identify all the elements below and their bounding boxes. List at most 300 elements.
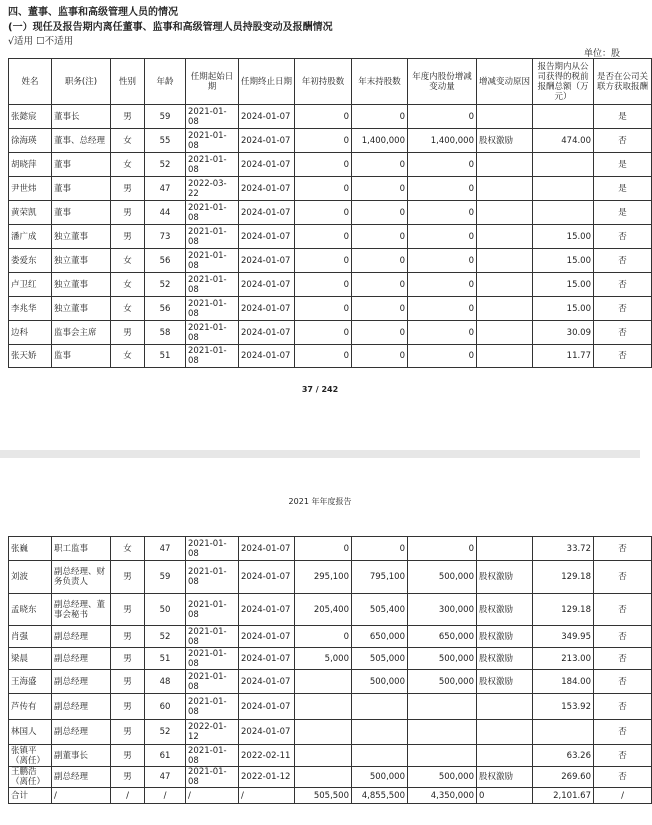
col-header-gender: 性别 [111, 59, 145, 105]
unit-label: 单位：股 [583, 49, 620, 59]
table-cell [477, 297, 533, 321]
table-cell: 副董事长 [52, 745, 111, 767]
table-row [9, 105, 652, 129]
table-cell: 边科 [9, 321, 52, 345]
table-row [9, 249, 652, 273]
table-cell: 否 [594, 321, 652, 345]
table-cell: 监事 [52, 345, 111, 368]
table-cell: 董事、总经理 [52, 129, 111, 153]
table-cell: 独立董事 [52, 297, 111, 321]
table-cell: 张天娇 [9, 345, 52, 368]
table-cell: 2024-01-07 [239, 345, 295, 368]
table-cell: 2022-01-12 [239, 767, 295, 788]
table-cell [295, 767, 352, 788]
table-cell [477, 105, 533, 129]
table-cell: 0 [352, 177, 408, 201]
table-cell: 芦传有 [9, 694, 52, 720]
table-cell: 47 [145, 537, 186, 561]
table-cell: 50 [145, 594, 186, 626]
table-cell: 张懿宸 [9, 105, 52, 129]
table-cell [477, 249, 533, 273]
table-cell: 0 [352, 201, 408, 225]
table-cell: 否 [594, 670, 652, 694]
table-row [9, 321, 652, 345]
table-cell: 56 [145, 249, 186, 273]
table-cell: 2024-01-07 [239, 537, 295, 561]
table-cell: 张巍 [9, 537, 52, 561]
table-cell: 股权激励 [477, 648, 533, 670]
table-cell: 监事会主席 [52, 321, 111, 345]
table-cell: 肖强 [9, 626, 52, 648]
table-cell [295, 720, 352, 745]
table-cell: 505,400 [352, 594, 408, 626]
table-row [9, 720, 652, 745]
table-cell: 董事 [52, 201, 111, 225]
table-cell: 2,101.67 [533, 788, 594, 804]
report-header: 2021 年年度报告 [288, 497, 352, 506]
table-cell: 0 [408, 345, 477, 368]
table-cell: 15.00 [533, 249, 594, 273]
table-cell: 0 [295, 249, 352, 273]
table-cell: 0 [477, 788, 533, 804]
table-cell: 尹世炜 [9, 177, 52, 201]
table-cell: 2024-01-07 [239, 273, 295, 297]
table-cell: 15.00 [533, 297, 594, 321]
table-row [9, 345, 652, 368]
table-cell: 47 [145, 767, 186, 788]
table-row [9, 648, 652, 670]
table-cell: 0 [295, 345, 352, 368]
table-cell: 否 [594, 561, 652, 594]
table-cell: 650,000 [352, 626, 408, 648]
table-cell: 500,000 [408, 767, 477, 788]
table-cell: 男 [111, 767, 145, 788]
table-cell: 2021-01-08 [186, 767, 239, 788]
table-cell: 60 [145, 694, 186, 720]
table-cell: 349.95 [533, 626, 594, 648]
table-header-row [9, 59, 652, 105]
table-cell: 33.72 [533, 537, 594, 561]
table-cell: 0 [352, 153, 408, 177]
table-cell: 2024-01-07 [239, 153, 295, 177]
table-cell: 2024-01-07 [239, 105, 295, 129]
table-cell: 娄爱东 [9, 249, 52, 273]
table-cell: 股权激励 [477, 670, 533, 694]
table-cell: 0 [295, 321, 352, 345]
table-cell: 55 [145, 129, 186, 153]
table-cell: / [239, 788, 295, 804]
table-cell: 否 [594, 648, 652, 670]
table-cell [352, 745, 408, 767]
table-cell: 269.60 [533, 767, 594, 788]
table-cell: 是 [594, 105, 652, 129]
col-header-name: 姓名 [9, 59, 52, 105]
table-row [9, 594, 652, 626]
table-cell: 刘波 [9, 561, 52, 594]
table-row [9, 129, 652, 153]
table-cell: 女 [111, 297, 145, 321]
table-cell: 否 [594, 694, 652, 720]
table-row [9, 201, 652, 225]
table-cell: 否 [594, 767, 652, 788]
table-cell: 男 [111, 745, 145, 767]
table-cell [295, 745, 352, 767]
table-cell: 否 [594, 225, 652, 249]
table-cell: 是 [594, 177, 652, 201]
section-title: 四、董事、监事和高级管理人员的情况 [8, 7, 178, 18]
table-cell: 0 [408, 153, 477, 177]
table-cell [533, 177, 594, 201]
table-cell: 女 [111, 249, 145, 273]
table-cell [477, 537, 533, 561]
table-cell: 0 [408, 201, 477, 225]
table-cell [352, 720, 408, 745]
table-cell: 51 [145, 345, 186, 368]
table-cell [408, 720, 477, 745]
table-cell [352, 694, 408, 720]
table-cell: 2021-01-08 [186, 273, 239, 297]
table-cell: 0 [408, 273, 477, 297]
table-cell [533, 720, 594, 745]
table-cell: 2024-01-07 [239, 626, 295, 648]
table-cell: 56 [145, 297, 186, 321]
table-cell: 否 [594, 745, 652, 767]
table-cell: 1,400,000 [408, 129, 477, 153]
table-cell: 卢卫红 [9, 273, 52, 297]
table-cell: 4,855,500 [352, 788, 408, 804]
table-cell: 0 [408, 177, 477, 201]
table-cell: 男 [111, 648, 145, 670]
table-cell: 股权激励 [477, 129, 533, 153]
table-cell: 650,000 [408, 626, 477, 648]
table-cell: 王鹏浩（离任） [9, 767, 52, 788]
table-row [9, 273, 652, 297]
table-cell: 潘广成 [9, 225, 52, 249]
table-cell: 0 [295, 129, 352, 153]
table-cell: 男 [111, 225, 145, 249]
table-row [9, 767, 652, 788]
table-cell: 213.00 [533, 648, 594, 670]
subsection-title: (一）现任及报告期内离任董事、监事和高级管理人员持股变动及报酬情况 [8, 22, 333, 33]
table-cell: 否 [594, 537, 652, 561]
table-cell: 795,100 [352, 561, 408, 594]
table-cell [477, 201, 533, 225]
col-header-change-reason: 增减变动原因 [477, 59, 533, 105]
table-cell: 300,000 [408, 594, 477, 626]
table-cell [477, 273, 533, 297]
table-cell: 0 [352, 345, 408, 368]
table-cell: 副总经理 [52, 626, 111, 648]
table-cell: / [186, 788, 239, 804]
table-cell [295, 670, 352, 694]
table-cell: 0 [408, 249, 477, 273]
table-cell: 15.00 [533, 225, 594, 249]
table-cell [477, 694, 533, 720]
table-cell: 林国人 [9, 720, 52, 745]
table-cell: 王海盛 [9, 670, 52, 694]
table-cell [408, 694, 477, 720]
table-cell: 独立董事 [52, 273, 111, 297]
table-cell: 副总经理 [52, 767, 111, 788]
table-cell: 男 [111, 720, 145, 745]
table-cell: 15.00 [533, 273, 594, 297]
table-cell: 副总经理 [52, 720, 111, 745]
table-cell [477, 225, 533, 249]
table-cell: 男 [111, 694, 145, 720]
table-cell: 股权激励 [477, 561, 533, 594]
table-cell: 女 [111, 537, 145, 561]
table-cell: 否 [594, 720, 652, 745]
table-cell: 11.77 [533, 345, 594, 368]
total-row [9, 788, 652, 804]
table-cell: 2024-01-07 [239, 694, 295, 720]
table-cell: 2021-01-08 [186, 626, 239, 648]
table-cell: 0 [352, 273, 408, 297]
page-gap [0, 450, 640, 458]
applicability-checkbox-line: √适用 ☐不适用 [8, 36, 74, 47]
table-cell: / [111, 788, 145, 804]
table-cell: / [145, 788, 186, 804]
table-cell: 2021-01-08 [186, 694, 239, 720]
table-cell: 0 [408, 321, 477, 345]
table-cell: 0 [352, 537, 408, 561]
table-cell: 2024-01-07 [239, 225, 295, 249]
table-cell: 2021-01-08 [186, 105, 239, 129]
table-row [9, 225, 652, 249]
table-cell: 51 [145, 648, 186, 670]
table-cell: / [52, 788, 111, 804]
table-cell: 男 [111, 626, 145, 648]
table-cell: 2021-01-08 [186, 670, 239, 694]
table-cell: 孟晓东 [9, 594, 52, 626]
table-cell: 0 [408, 225, 477, 249]
table-cell: 副总经理、董事会秘书 [52, 594, 111, 626]
table-cell: 0 [352, 321, 408, 345]
table-cell [295, 694, 352, 720]
col-header-term-end: 任期终止日期 [239, 59, 295, 105]
table-cell: 0 [295, 273, 352, 297]
table-cell: 500,000 [352, 670, 408, 694]
table-row [9, 537, 652, 561]
table-cell: 是 [594, 153, 652, 177]
table-cell: 0 [352, 249, 408, 273]
table-cell: 女 [111, 345, 145, 368]
shareholding-table-part2 [8, 536, 652, 804]
table-cell: 股权激励 [477, 594, 533, 626]
table-cell: 0 [295, 297, 352, 321]
table-cell: 0 [408, 105, 477, 129]
table-cell: 52 [145, 273, 186, 297]
table-row [9, 153, 652, 177]
table-cell: 合计 [9, 788, 52, 804]
table-cell: 否 [594, 594, 652, 626]
table-cell: 505,500 [295, 788, 352, 804]
table-cell [477, 745, 533, 767]
table-cell: 0 [295, 225, 352, 249]
table-cell: 2021-01-08 [186, 561, 239, 594]
table-cell: 是 [594, 201, 652, 225]
table-cell: 295,100 [295, 561, 352, 594]
table-cell: 否 [594, 626, 652, 648]
table-cell: 2024-01-07 [239, 129, 295, 153]
table-cell: 董事长 [52, 105, 111, 129]
table-cell: 61 [145, 745, 186, 767]
page-number: 37 / 242 [301, 385, 339, 394]
table-cell: 黄荣凯 [9, 201, 52, 225]
table-cell: 徐海瑛 [9, 129, 52, 153]
table-cell: 男 [111, 321, 145, 345]
table-cell: 59 [145, 105, 186, 129]
table-cell: / [594, 788, 652, 804]
table-row [9, 670, 652, 694]
table-cell: 股权激励 [477, 767, 533, 788]
table-row [9, 561, 652, 594]
table-cell: 女 [111, 273, 145, 297]
table-cell: 2021-01-08 [186, 225, 239, 249]
table-cell: 2024-01-07 [239, 670, 295, 694]
table-cell: 独立董事 [52, 225, 111, 249]
table-cell: 58 [145, 321, 186, 345]
table-cell: 44 [145, 201, 186, 225]
table-cell: 2021-01-08 [186, 201, 239, 225]
table-cell [477, 345, 533, 368]
table-row [9, 745, 652, 767]
table-cell [477, 321, 533, 345]
table-cell: 职工监事 [52, 537, 111, 561]
table-cell: 1,400,000 [352, 129, 408, 153]
table-cell: 副总经理 [52, 694, 111, 720]
table-cell: 李兆华 [9, 297, 52, 321]
table-row [9, 297, 652, 321]
table-cell: 2021-01-08 [186, 345, 239, 368]
table-cell: 59 [145, 561, 186, 594]
table-cell: 0 [295, 201, 352, 225]
table-cell: 2024-01-07 [239, 648, 295, 670]
table-cell: 男 [111, 670, 145, 694]
table-cell: 否 [594, 273, 652, 297]
table-cell: 2022-02-11 [239, 745, 295, 767]
table-cell: 否 [594, 249, 652, 273]
table-cell: 153.92 [533, 694, 594, 720]
col-header-position: 职务(注) [52, 59, 111, 105]
table-cell: 52 [145, 626, 186, 648]
col-header-shares-end: 年末持股数 [352, 59, 408, 105]
table-cell: 女 [111, 129, 145, 153]
table-cell: 0 [295, 537, 352, 561]
table-cell: 2021-01-08 [186, 249, 239, 273]
table-cell: 胡晓萍 [9, 153, 52, 177]
table-cell [533, 105, 594, 129]
table-cell: 73 [145, 225, 186, 249]
table-cell [477, 177, 533, 201]
table-cell: 2024-01-07 [239, 201, 295, 225]
table-cell: 否 [594, 129, 652, 153]
table-row [9, 694, 652, 720]
col-header-related-party-pay: 是否在公司关联方获取报酬 [594, 59, 652, 105]
table-cell: 4,350,000 [408, 788, 477, 804]
table-cell: 2021-01-08 [186, 648, 239, 670]
col-header-shares-begin: 年初持股数 [295, 59, 352, 105]
table-cell: 0 [295, 105, 352, 129]
table-cell: 0 [295, 177, 352, 201]
table-cell: 0 [295, 626, 352, 648]
table-cell: 副总经理 [52, 648, 111, 670]
table-cell: 女 [111, 153, 145, 177]
table-cell: 2021-01-08 [186, 129, 239, 153]
table-cell: 0 [295, 153, 352, 177]
table-cell: 505,000 [352, 648, 408, 670]
table-cell: 2024-01-07 [239, 720, 295, 745]
table-cell: 男 [111, 105, 145, 129]
table-cell: 董事 [52, 153, 111, 177]
table-cell [477, 153, 533, 177]
table-cell: 129.18 [533, 561, 594, 594]
table-cell: 52 [145, 720, 186, 745]
table-cell: 2024-01-07 [239, 594, 295, 626]
table-cell: 否 [594, 297, 652, 321]
table-cell: 副总经理、财务负责人 [52, 561, 111, 594]
table-cell: 2021-01-08 [186, 153, 239, 177]
table-cell: 205,400 [295, 594, 352, 626]
table-cell [408, 745, 477, 767]
table-cell: 男 [111, 177, 145, 201]
table-cell: 2022-01-12 [186, 720, 239, 745]
table-cell: 63.26 [533, 745, 594, 767]
table-cell: 52 [145, 153, 186, 177]
table-cell: 2021-01-08 [186, 594, 239, 626]
col-header-compensation: 报告期内从公司获得的税前报酬总额（万元） [533, 59, 594, 105]
table-cell [533, 153, 594, 177]
shareholding-table-part1 [8, 58, 652, 368]
table-cell [533, 201, 594, 225]
table-cell: 2024-01-07 [239, 321, 295, 345]
table-cell: 0 [408, 537, 477, 561]
table-cell: 184.00 [533, 670, 594, 694]
table-cell: 500,000 [408, 561, 477, 594]
table-cell: 2021-01-08 [186, 745, 239, 767]
table-cell: 47 [145, 177, 186, 201]
table-cell: 股权激励 [477, 626, 533, 648]
table-cell: 梁晨 [9, 648, 52, 670]
table-cell: 2024-01-07 [239, 177, 295, 201]
table-cell: 独立董事 [52, 249, 111, 273]
table-cell: 500,000 [408, 648, 477, 670]
table-cell: 男 [111, 201, 145, 225]
table-cell: 2024-01-07 [239, 561, 295, 594]
table-cell: 2021-01-08 [186, 537, 239, 561]
table-cell: 2022-03-22 [186, 177, 239, 201]
table-cell: 500,000 [408, 670, 477, 694]
table-cell: 2024-01-07 [239, 249, 295, 273]
table-cell: 500,000 [352, 767, 408, 788]
table-cell: 129.18 [533, 594, 594, 626]
table-cell: 5,000 [295, 648, 352, 670]
table-cell: 男 [111, 594, 145, 626]
table-cell: 男 [111, 561, 145, 594]
col-header-shares-change: 年度内股份增减变动量 [408, 59, 477, 105]
col-header-term-start: 任期起始日期 [186, 59, 239, 105]
table-cell: 474.00 [533, 129, 594, 153]
table-cell: 董事 [52, 177, 111, 201]
table-row [9, 177, 652, 201]
table-cell: 2024-01-07 [239, 297, 295, 321]
table-cell: 0 [352, 297, 408, 321]
table-cell: 副总经理 [52, 670, 111, 694]
table-cell: 48 [145, 670, 186, 694]
table-row [9, 626, 652, 648]
table-cell: 0 [352, 225, 408, 249]
col-header-age: 年龄 [145, 59, 186, 105]
